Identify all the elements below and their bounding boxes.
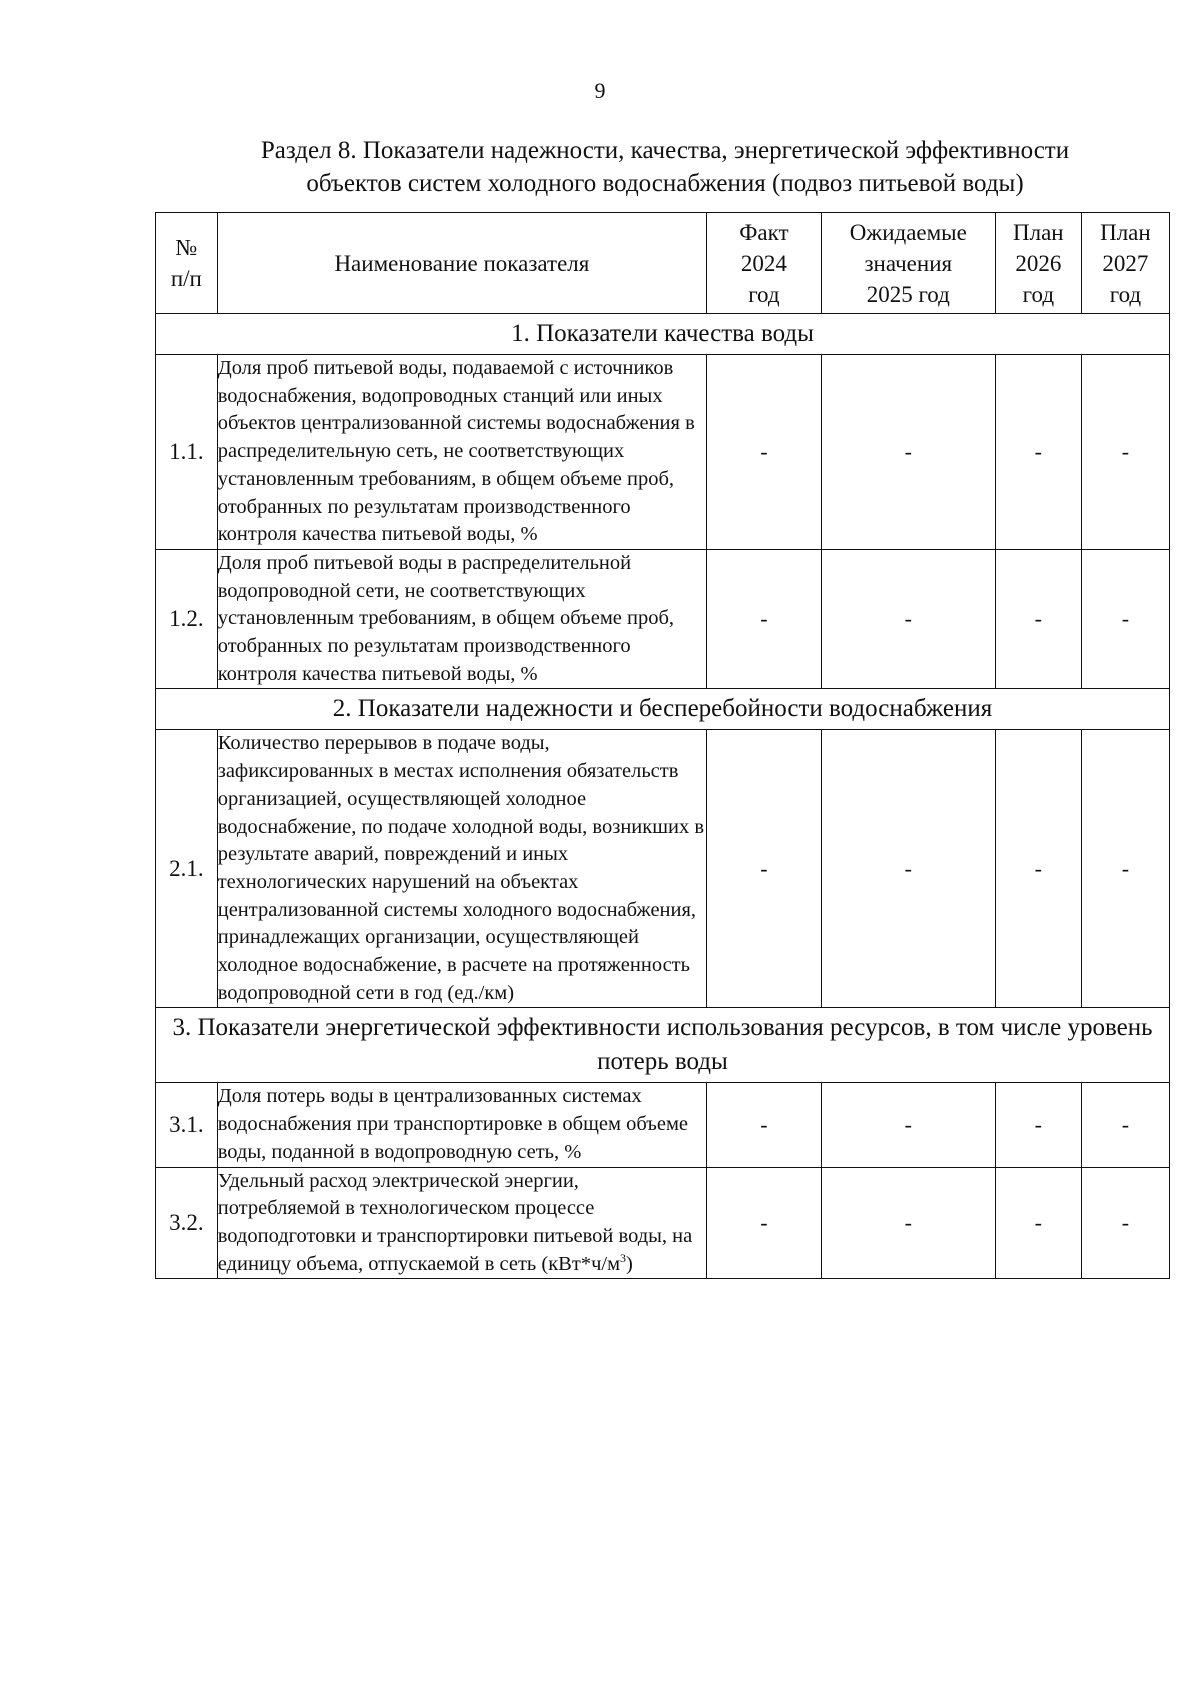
- value-plan-2027: -: [1081, 1083, 1169, 1167]
- value-fact-2024: -: [707, 1083, 822, 1167]
- value-expected-2025: -: [821, 549, 995, 689]
- row-number: 3.1.: [156, 1083, 218, 1167]
- table-row: [156, 1083, 1170, 1167]
- value-plan-2027: -: [1081, 730, 1169, 1008]
- row-number: 3.2.: [156, 1167, 218, 1279]
- row-number: 1.2.: [156, 549, 218, 689]
- header-num: № п/п: [156, 213, 218, 314]
- table-header-row: [156, 213, 1170, 314]
- indicator-name: Доля проб питьевой воды в распределительной водопроводной сети, не соответствующих установленным требованиям, в общем объеме проб, отобранных по результатам производственного контроля качества питьевой воды, %: [217, 549, 706, 689]
- table-row: [156, 1167, 1170, 1279]
- page-number: 9: [594, 78, 606, 103]
- value-expected-2025: -: [821, 730, 995, 1008]
- row-number: 2.1.: [156, 730, 218, 1008]
- value-plan-2026: -: [995, 549, 1081, 689]
- header-name: Наименование показателя: [217, 213, 706, 314]
- header-plan-2027: План 2027 год: [1081, 213, 1169, 314]
- value-fact-2024: -: [707, 549, 822, 689]
- value-plan-2027: -: [1081, 355, 1169, 550]
- value-plan-2027: -: [1081, 1167, 1169, 1279]
- group-row-reliability: [156, 689, 1170, 730]
- group-title: 2. Показатели надежности и бесперебойности водоснабжения: [156, 689, 1170, 730]
- header-fact-2024: Факт 2024 год: [707, 213, 822, 314]
- group-title: 1. Показатели качества воды: [156, 314, 1170, 355]
- value-fact-2024: -: [707, 1167, 822, 1279]
- group-row-energy-efficiency: [156, 1008, 1170, 1083]
- table-row: [156, 355, 1170, 550]
- section-title-line-2: объектов систем холодного водоснабжения (подвоз питьевой воды): [306, 170, 1024, 197]
- value-plan-2026: -: [995, 355, 1081, 550]
- row-number: 1.1.: [156, 355, 218, 550]
- table-row: [156, 730, 1170, 1008]
- value-expected-2025: -: [821, 1083, 995, 1167]
- header-expected-2025: Ожидаемые значения 2025 год: [821, 213, 995, 314]
- value-plan-2027: -: [1081, 549, 1169, 689]
- value-plan-2026: -: [995, 1167, 1081, 1279]
- indicator-name-text: Удельный расход электрической энергии, потребляемой в технологическом процессе водоподготовки и транспортировки питьевой воды, на единицу объема, отпускаемой в сеть (кВт*ч/м: [217, 1169, 693, 1275]
- unit-superscript: 3: [620, 1250, 627, 1265]
- value-fact-2024: -: [707, 355, 822, 550]
- section-title: [140, 134, 1190, 200]
- indicator-name: Доля проб питьевой воды, подаваемой с источников водоснабжения, водопроводных станций или иных объектов централизованной системы водоснабжения в распределительную сеть, не соответствующих установленным требованиям, в общем объеме проб, отобранных по результатам производственного контроля качества питьевой воды, %: [217, 355, 706, 550]
- table-row: [156, 549, 1170, 689]
- header-plan-2026: План 2026 год: [995, 213, 1081, 314]
- value-fact-2024: -: [707, 730, 822, 1008]
- indicator-name: Доля потерь воды в централизованных системах водоснабжения при транспортировке в общем объеме воды, поданной в водопроводную сеть, %: [217, 1083, 706, 1167]
- indicator-name: [217, 1167, 706, 1279]
- value-expected-2025: -: [821, 355, 995, 550]
- value-plan-2026: -: [995, 1083, 1081, 1167]
- value-expected-2025: -: [821, 1167, 995, 1279]
- indicators-table: [155, 212, 1170, 1279]
- section-title-line-1: Раздел 8. Показатели надежности, качества, энергетической эффективности: [260, 137, 1070, 164]
- indicator-name-tail: ): [626, 1252, 633, 1275]
- group-row-quality: [156, 314, 1170, 355]
- indicator-name: Количество перерывов в подаче воды, зафиксированных в местах исполнения обязательств организацией, осуществляющей холодное водоснабжение, по подаче холодной воды, возникших в результате аварий, повреждений и иных технологических нарушений на объектах централизованной системы холодного водоснабжения, принадлежащих организации, осуществляющей холодное водоснабжение, в расчете на протяженность водопроводной сети в год (ед./км): [217, 730, 706, 1008]
- group-title: 3. Показатели энергетической эффективности использования ресурсов, в том числе уровень потерь воды: [156, 1008, 1170, 1083]
- value-plan-2026: -: [995, 730, 1081, 1008]
